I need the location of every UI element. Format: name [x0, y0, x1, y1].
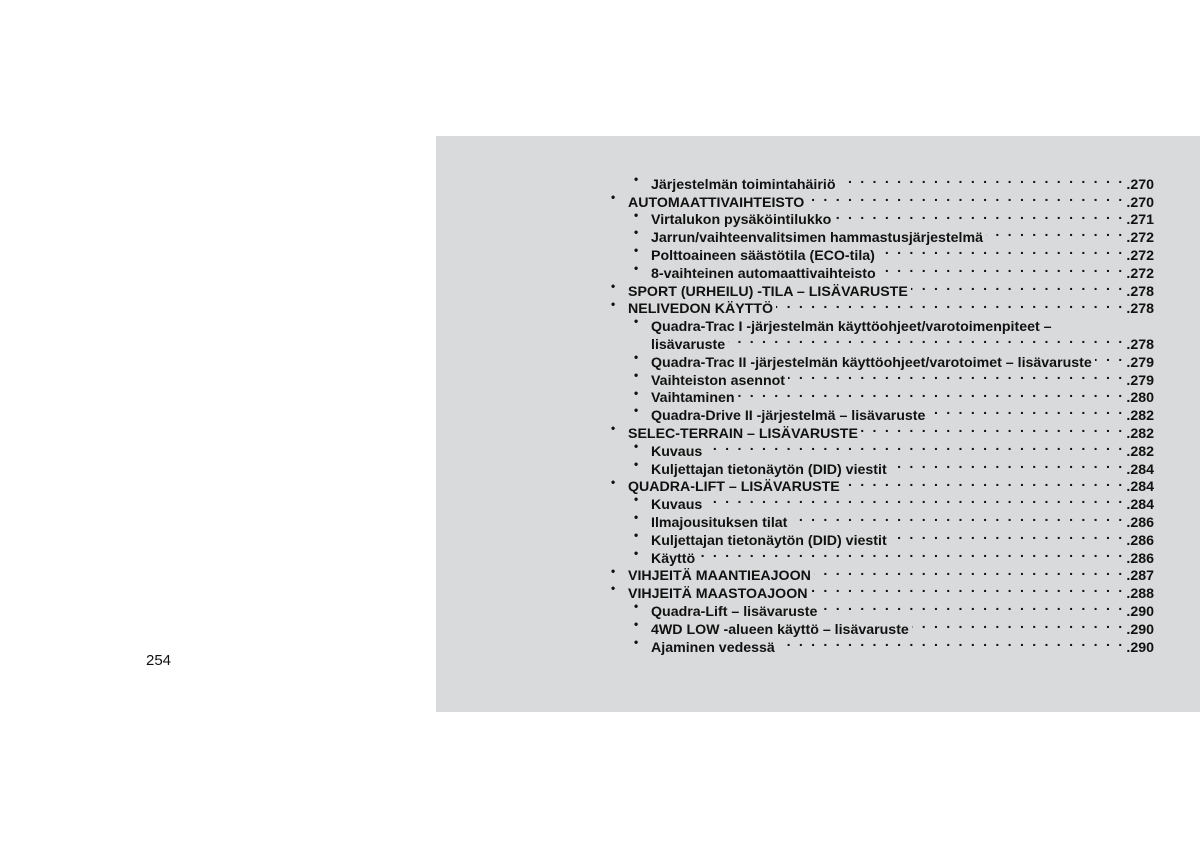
toc-entry[interactable]	[610, 509, 1154, 531]
bullet-icon: •	[634, 243, 639, 258]
toc-entry[interactable]	[610, 456, 1154, 478]
bullet-icon: •	[634, 599, 639, 614]
toc-entry[interactable]	[610, 580, 1154, 603]
toc-entry[interactable]	[610, 563, 1154, 585]
toc-entry[interactable]	[610, 634, 1154, 656]
toc-entry-page: .279	[1126, 372, 1154, 389]
toc-entry-page: .280	[1126, 390, 1154, 407]
toc-entry[interactable]	[610, 474, 1154, 496]
bullet-icon: •	[634, 349, 639, 364]
bullet-icon: •	[611, 296, 616, 311]
toc-entry-title: Vaihteiston asennot	[651, 372, 786, 389]
dot-leader	[807, 189, 1124, 207]
toc-entry-page: .278	[1126, 301, 1154, 318]
dot-leader	[928, 402, 1124, 420]
dot-leader	[728, 331, 1124, 349]
toc-entry[interactable]	[610, 367, 1154, 389]
toc-entry-page: .287	[1126, 568, 1154, 585]
toc-entry-title: Kuvaus	[651, 497, 703, 514]
bullet-icon: •	[634, 260, 639, 275]
toc-entry[interactable]	[610, 278, 1154, 300]
toc-entry-title: Polttoaineen säästötila (ECO-tila)	[651, 247, 875, 264]
page-number: 254	[146, 652, 172, 669]
bullet-icon: •	[634, 367, 639, 382]
dot-leader	[986, 224, 1124, 242]
toc-entry-page: .286	[1126, 550, 1154, 567]
toc-entry-page: .272	[1126, 247, 1154, 264]
toc-entry-title: Jarrun/vaihteenvalitsimen hammastusjärjestelmä	[651, 230, 983, 247]
toc-entry-title: NELIVEDON KÄYTTÖ	[628, 301, 774, 318]
bullet-icon: •	[611, 189, 616, 204]
toc-entry-page: .290	[1126, 603, 1154, 620]
dot-leader	[879, 260, 1125, 278]
toc-entry-title: SELEC-TERRAIN – LISÄVARUSTE	[628, 425, 858, 442]
toc-entry-title: VIHJEITÄ MAANTIEAJOON	[628, 568, 811, 585]
toc-entry-page: .290	[1126, 621, 1154, 638]
table-of-contents	[610, 171, 1154, 656]
toc-entry-title: Virtalukon pysäköintilukko	[651, 212, 832, 229]
toc-entry[interactable]	[610, 385, 1154, 407]
bullet-icon: •	[634, 634, 639, 649]
bullet-icon: •	[634, 492, 639, 507]
dot-leader	[834, 207, 1124, 225]
bullet-icon: •	[634, 225, 639, 240]
dot-leader	[788, 367, 1124, 385]
dot-leader	[1055, 313, 1152, 331]
bullet-icon: •	[634, 510, 639, 525]
bullet-icon: •	[611, 278, 616, 293]
toc-entry-title: Kuljettajan tietonäytön (DID) viestit	[651, 532, 887, 549]
toc-entry-page: .282	[1126, 425, 1154, 442]
toc-entry[interactable]	[610, 207, 1154, 229]
toc-entry-page: .272	[1126, 265, 1154, 282]
toc-entry-title: QUADRA-LIFT – LISÄVARUSTE	[628, 479, 840, 496]
toc-entry[interactable]	[610, 349, 1154, 371]
toc-entry-title: Kuvaus	[651, 443, 703, 460]
bullet-icon: •	[634, 403, 639, 418]
toc-entry-page: .272	[1126, 230, 1154, 247]
bullet-icon: •	[611, 474, 616, 489]
toc-entry-title: Vaihtaminen	[651, 390, 735, 407]
toc-entry-page: .286	[1126, 514, 1154, 531]
toc-entry-title: VIHJEITÄ MAASTOAJOON	[628, 586, 808, 603]
bullet-icon: •	[634, 438, 639, 453]
toc-entry[interactable]	[610, 527, 1154, 549]
toc-entry-title: Käyttö	[651, 550, 696, 567]
toc-entry[interactable]	[610, 438, 1154, 460]
toc-entry-page: .282	[1126, 408, 1154, 425]
toc-entry-page: .284	[1126, 479, 1154, 496]
toc-entry-page: .288	[1126, 586, 1154, 603]
toc-entry-page: .286	[1126, 532, 1154, 549]
dot-leader	[890, 527, 1125, 545]
toc-entry-page: .271	[1126, 212, 1154, 229]
toc-entry-title: Quadra-Lift – lisävaruste	[651, 603, 818, 620]
dot-leader	[705, 438, 1124, 456]
toc-entry-page: .279	[1126, 354, 1154, 371]
toc-entry-title: 8-vaihteinen automaattivaihteisto	[651, 265, 876, 282]
toc-entry[interactable]	[610, 420, 1154, 442]
toc-entry-title: Ilmajousituksen tilat	[651, 514, 788, 531]
toc-entry[interactable]	[610, 402, 1154, 425]
toc-entry[interactable]	[610, 616, 1154, 638]
toc-entry-title: Quadra-Trac I -järjestelmän käyttöohjeet/varotoimenpiteet –	[651, 319, 1052, 336]
toc-entry-page: .290	[1126, 639, 1154, 656]
dot-leader	[820, 598, 1124, 616]
toc-entry-page: .278	[1126, 283, 1154, 300]
toc-entry-page: .278	[1126, 336, 1154, 353]
dot-leader	[1095, 349, 1125, 367]
dot-leader	[778, 634, 1125, 652]
toc-entry[interactable]	[610, 491, 1154, 514]
bullet-icon: •	[634, 616, 639, 631]
bullet-icon: •	[634, 314, 639, 329]
toc-entry-title: SPORT (URHEILU) -TILA – LISÄVARUSTE	[628, 283, 908, 300]
toc-entry[interactable]	[610, 171, 1154, 193]
bullet-icon: •	[611, 563, 616, 578]
toc-entry[interactable]	[610, 296, 1154, 318]
dot-leader	[878, 242, 1124, 260]
bullet-icon: •	[611, 581, 616, 596]
dot-leader	[814, 563, 1124, 581]
bullet-icon: •	[634, 385, 639, 400]
bullet-icon: •	[634, 172, 639, 186]
toc-entry-title: Quadra-Drive II -järjestelmä – lisävaruste	[651, 408, 926, 425]
bullet-icon: •	[634, 207, 639, 222]
dot-leader	[738, 385, 1125, 403]
toc-entry-page: .284	[1126, 497, 1154, 514]
toc-entry[interactable]	[610, 224, 1154, 247]
toc-entry[interactable]	[610, 598, 1154, 620]
dot-leader	[912, 616, 1125, 634]
toc-entry[interactable]	[610, 331, 1154, 353]
dot-leader	[776, 296, 1124, 314]
toc-entry[interactable]	[610, 260, 1154, 282]
toc-entry-title: Quadra-Trac II -järjestelmän käyttöohjeet/varotoimet – lisävaruste	[651, 354, 1092, 371]
dot-leader	[698, 545, 1124, 563]
bullet-icon: •	[611, 421, 616, 436]
dot-leader	[705, 491, 1124, 509]
dot-leader	[861, 420, 1124, 438]
toc-entry[interactable]	[610, 545, 1154, 567]
dot-leader	[890, 456, 1125, 474]
toc-entry-page: .270	[1126, 194, 1154, 211]
bullet-icon: •	[634, 545, 639, 560]
toc-entry-title: 4WD LOW -alueen käyttö – lisävaruste	[651, 621, 909, 638]
toc-entry[interactable]	[610, 189, 1154, 211]
toc-entry-title: lisävaruste	[651, 336, 726, 353]
toc-entry-title: AUTOMAATTIVAIHTEISTO	[628, 194, 805, 211]
bullet-icon: •	[634, 456, 639, 471]
dot-leader	[843, 474, 1125, 492]
toc-entry[interactable]	[610, 313, 1154, 336]
toc-entry-title: Kuljettajan tietonäytön (DID) viestit	[651, 461, 887, 478]
toc-entry[interactable]	[610, 242, 1154, 264]
dot-leader	[810, 580, 1124, 598]
toc-entry-page: .284	[1126, 461, 1154, 478]
bullet-icon: •	[634, 527, 639, 542]
toc-entry-page: .270	[1126, 176, 1154, 193]
toc-entry-title: Järjestelmän toimintahäiriö	[651, 176, 836, 193]
dot-leader	[911, 278, 1125, 296]
toc-entry-title: Ajaminen vedessä	[651, 639, 775, 656]
toc-entry-page: .282	[1126, 443, 1154, 460]
dot-leader	[839, 171, 1125, 189]
dot-leader	[790, 509, 1124, 527]
